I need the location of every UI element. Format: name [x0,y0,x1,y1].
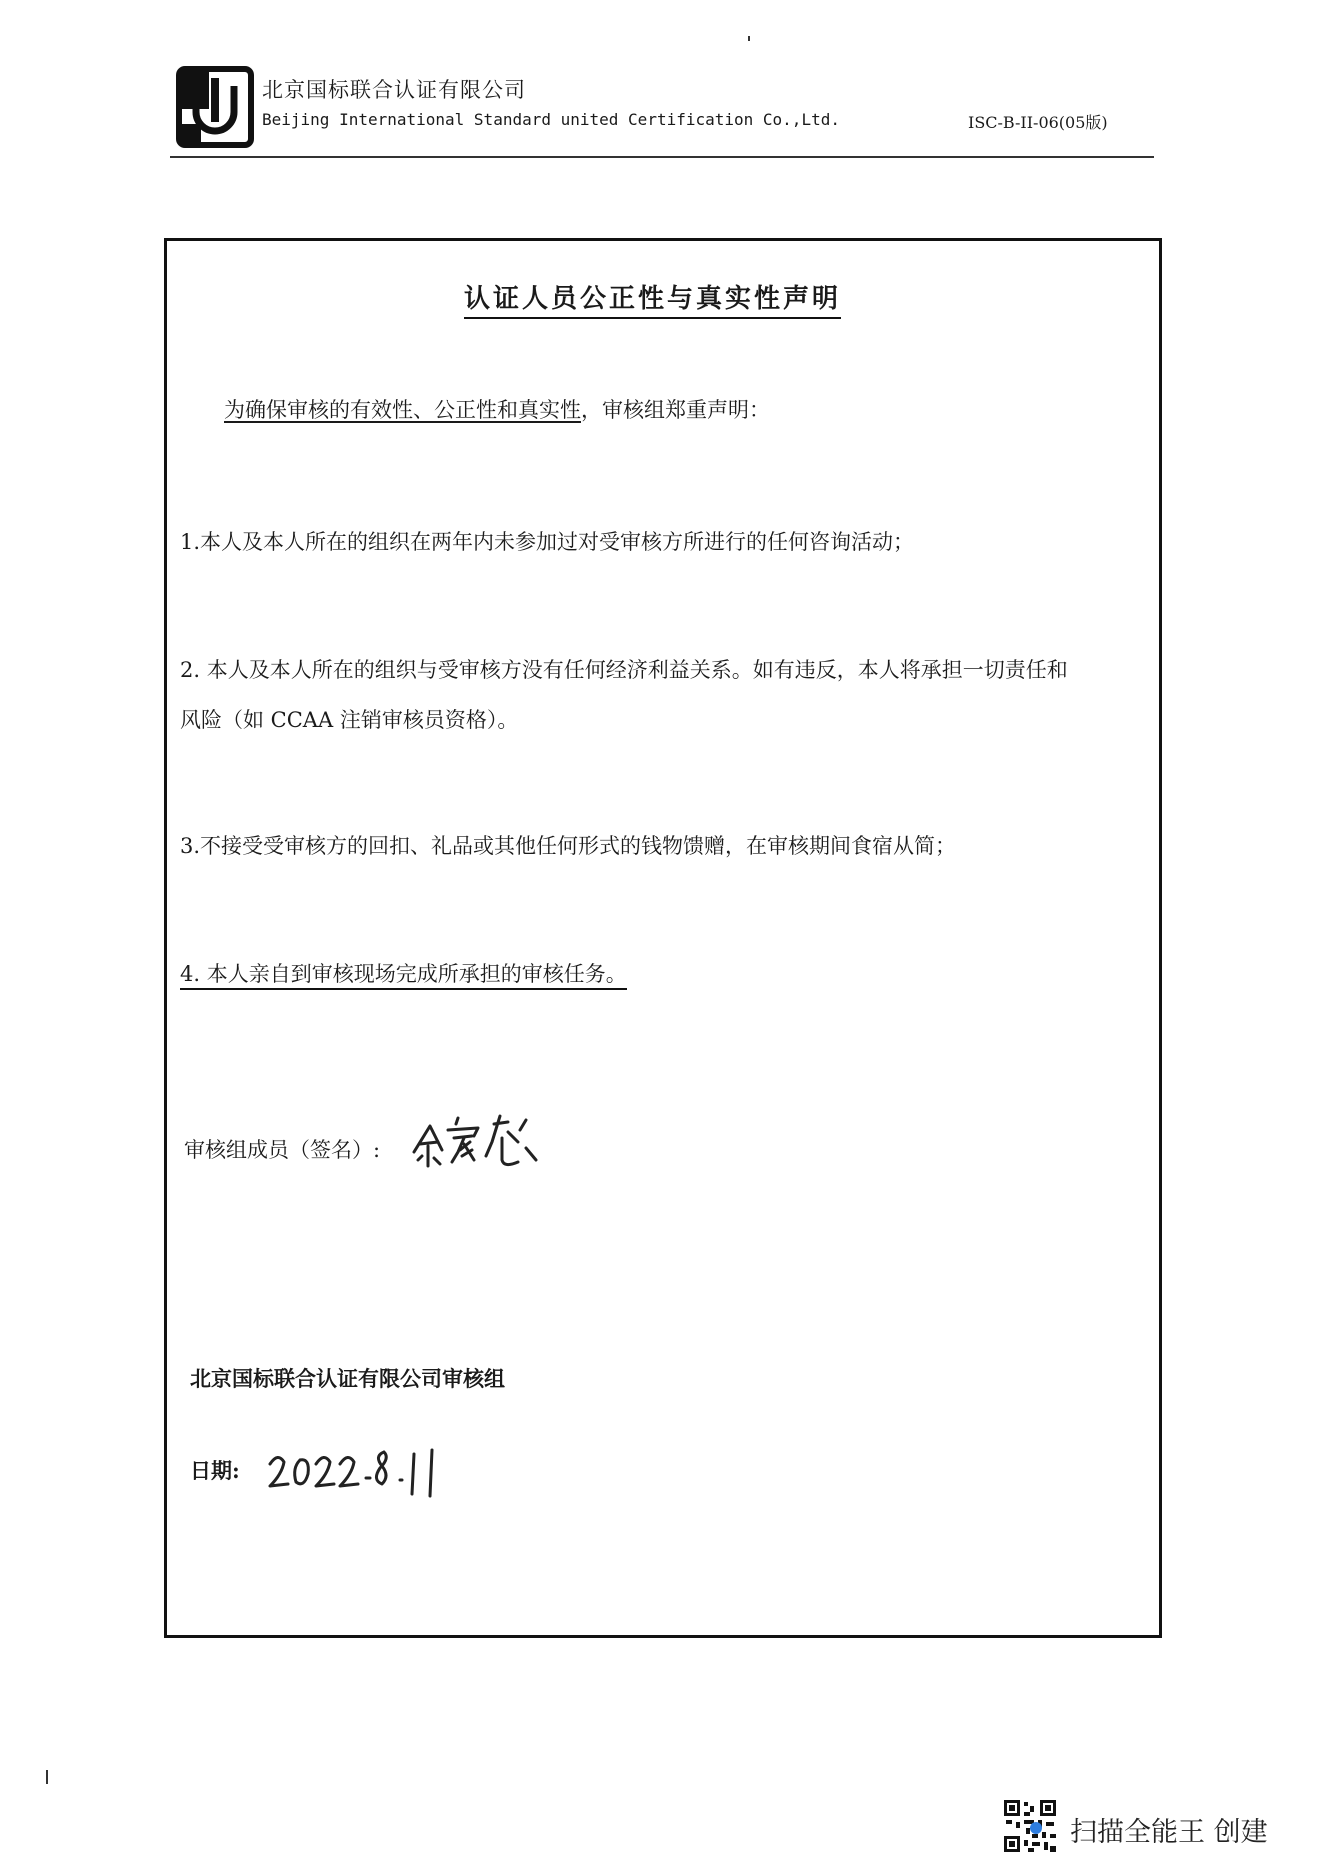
scanner-watermark [1002,1798,1302,1858]
handwritten-signature [408,1112,542,1174]
company-name-en: Beijing International Standard united Certification Co.,Ltd. [262,110,840,129]
document-code: ISC-B-II-06(05版) [968,113,1108,132]
intro-statement [224,398,770,423]
scanner-watermark-text: 扫描全能王 创建 [1070,1817,1268,1848]
header-divider [170,156,1154,158]
form-border [164,238,1162,1638]
handwritten-date [266,1446,442,1500]
declaration-item-1: 1.本人及本人所在的组织在两年内未参加过对受审核方所进行的任何咨询活动； [180,530,915,554]
scan-speck [748,36,750,41]
qr-code-icon [1002,1798,1058,1854]
declaration-item-2-line-2: 风险（如 CCAA 注销审核员资格）。 [180,708,519,732]
declaration-item-4: 4. 本人亲自到审核现场完成所承担的审核任务。 [180,962,627,990]
company-name-cn: 北京国标联合认证有限公司 [262,78,526,102]
signer-label: 审核组成员（签名）: [184,1138,381,1162]
intro-rest: ，审核组郑重声明： [581,398,770,422]
form-title: 认证人员公正性与真实性声明 [464,278,841,319]
declaration-item-3: 3.不接受受审核方的回扣、礼品或其他任何形式的钱物馈赠，在审核期间食宿从简； [180,834,957,858]
declaration-item-2-line-1: 2. 本人及本人所在的组织与受审核方没有任何经济利益关系。如有违反，本人将承担一切责任和 [180,658,1068,682]
audit-team-organization: 北京国标联合认证有限公司审核组 [190,1366,505,1391]
date-label: 日期: [190,1458,240,1483]
isc-logo-icon [176,66,254,148]
scan-speck [46,1770,48,1784]
intro-underlined: 为确保审核的有效性、公正性和真实性 [224,398,581,422]
